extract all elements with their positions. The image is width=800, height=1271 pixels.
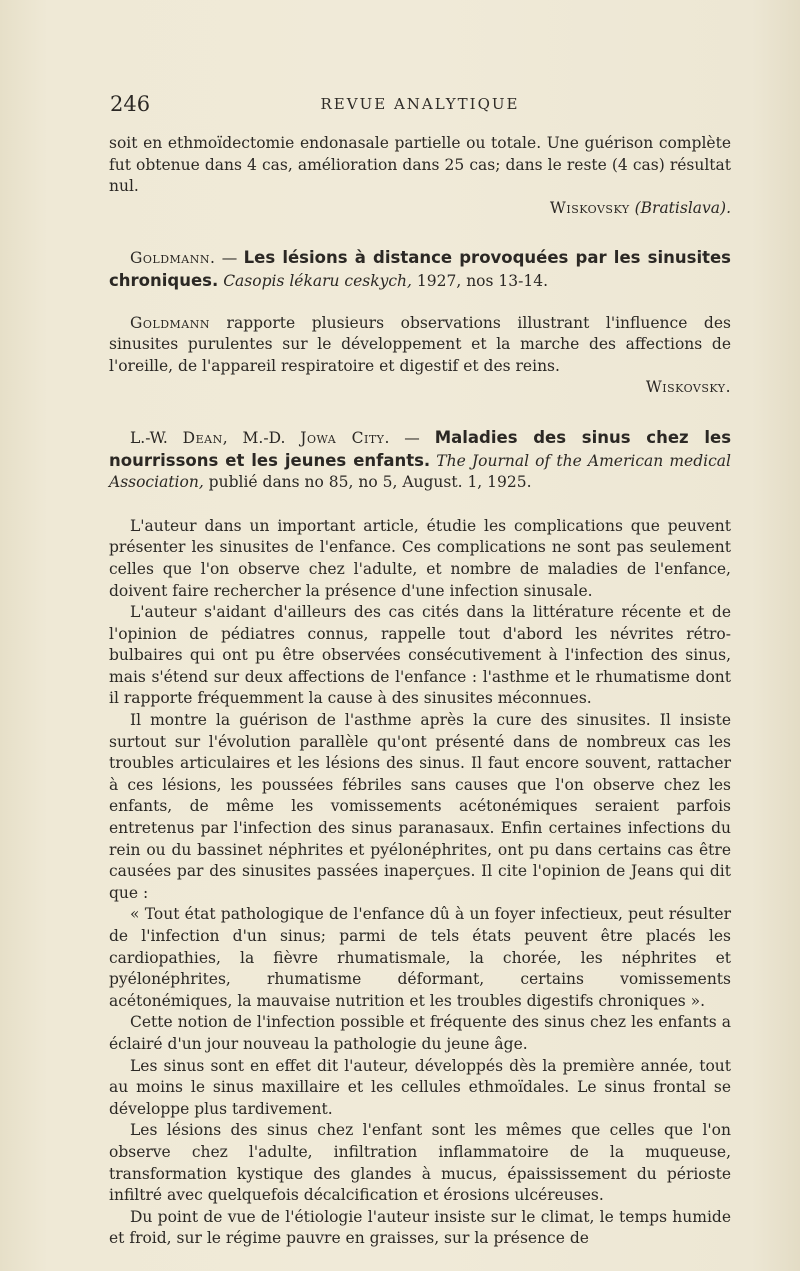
running-head: REVUE ANALYTIQUE xyxy=(320,95,520,113)
entry2-paragraph: L'auteur dans un important article, étudie les complications que peuvent présenter les sinusites de l'enfance. Ces complications ne sont pas seulement celles que l'on observe chez l'adulte, et nombre de maladies de l'enfance, doivent faire rechercher la présence d'une infection sinusale. xyxy=(109,516,731,600)
entry2-author-name: Dean xyxy=(182,428,223,447)
intro-text: soit en ethmoïdectomie endonasale partielle ou totale. Une guérison complète fut obtenue dans 4 cas, amélioration dans 25 cas; dans le reste (4 cas) résultat nul. xyxy=(109,134,731,196)
intro-paragraph xyxy=(109,133,731,198)
entry2-author-rest: , M.-D. xyxy=(222,428,301,447)
entry2-title: Maladies des sinus chez les nourrissons et les jeunes enfants. xyxy=(109,427,732,470)
entry2-paragraph: Il montre la guérison de l'asthme après la cure des sinusites. Il insiste surtout sur l'évolution parallèle qu'ont présenté dans de nombreux cas les troubles articulaires et les lésions des sinus. Il faut encore souvent, rattacher à ces lésions, les poussées fébriles sans causes que l'on observe chez les enfants, de même les vomissements acétonémiques seraient parfois entretenus par l'infection des sinus paranasaux. Enfin certaines infections du rein ou du bassinet néphrites et pyélonéphrites, ont pu dans certains cas être causées par des sinusites passées inaperçues. Il cite l'opinion de Jeans qui dit que : xyxy=(109,711,731,902)
entry2-dash: . — xyxy=(384,428,435,447)
entry1-signature-name: Wiskovsky. xyxy=(645,378,731,397)
entry1-heading xyxy=(109,247,731,292)
intro-signature-place: (Bratislava). xyxy=(634,198,731,217)
entry1-body xyxy=(109,313,731,378)
entry2-city-b: City xyxy=(336,428,385,447)
entry2-paragraph: Du point de vue de l'étiologie l'auteur insiste sur le climat, le temps humide et froid, sur le régime pauvre en graisses, sur la présence de xyxy=(109,1207,731,1248)
entry2-paragraph: Les lésions des sinus chez l'enfant sont les mêmes que celles que l'on observe chez l'adulte, infiltration inflammatoire de la muqueuse, transformation kystique des glandes à mucus, épaississement du périoste infiltré avec quelquefois décalcification et érosions ulcéreuses. xyxy=(109,1121,731,1205)
entry1-ref: 1927, nos 13-14. xyxy=(411,271,549,290)
entry1-body-text: rapporte plusieurs observations illustrant l'influence des sinusites purulentes sur le développement et la marche des affections de l'oreille, de l'appareil respiratoire et digestif et des reins. xyxy=(109,313,731,375)
page-number: 246 xyxy=(110,92,151,116)
page-header xyxy=(110,92,730,118)
intro-signature xyxy=(109,198,731,220)
entry2-author-initials: L.-W. xyxy=(130,428,183,447)
article-body xyxy=(109,133,731,1250)
entry1-signature xyxy=(109,377,731,399)
entry1-dash: — xyxy=(215,249,244,268)
entry2-ref: publié dans no 85, no 5, August. 1, 1925. xyxy=(203,473,532,492)
entry2-paragraph: Cette notion de l'infection possible et fréquente des sinus chez les enfants a éclairé d'un jour nouveau la pathologie du jeune âge. xyxy=(109,1013,731,1053)
entry2-quote: « Tout état pathologique de l'enfance dû à un foyer infectieux, peut résulter de l'infection d'un sinus; parmi de tels états peuvent être placés les cardiopathies, la fièvre rhumatismale, la chorée, les néphrites et pyélonéphrites, rhumatisme déformant, certains vomissements acétonémiques, la mauvaise nutrition et les troubles digestifs chroniques ». xyxy=(109,905,731,1010)
entry2-journal: The Journal of the American medical Association, xyxy=(109,451,731,492)
entry1-journal: Casopis lékaru ceskych, xyxy=(223,271,412,290)
entry2-city-a: Jowa xyxy=(300,428,337,447)
entry1-body-author: Goldmann xyxy=(130,313,210,332)
entry2-paragraph: Les sinus sont en effet dit l'auteur, développés dès la première année, tout au moins le sinus maxillaire et les cellules ethmoïdales. Le sinus frontal se développe plus tardivement. xyxy=(109,1056,731,1118)
intro-signature-name: Wiskovsky xyxy=(549,198,630,217)
entry1-author: Goldmann. xyxy=(130,249,216,268)
entry2-heading xyxy=(109,427,731,494)
entry1-title: Les lésions à distance provoquées par les sinusites chroniques. xyxy=(109,248,731,290)
entry2-paragraph: L'auteur s'aidant d'ailleurs des cas cités dans la littérature récente et de l'opinion de pédiatres connus, rappelle tout d'abord les névrites rétro-bulbaires qui ont pu être observées consécutivement à l'infection des sinus, mais s'étend sur deux affections de l'enfance : l'asthme et le rhumatisme dont il rapporte fréquemment la cause à des sinusites méconnues. xyxy=(109,603,731,708)
